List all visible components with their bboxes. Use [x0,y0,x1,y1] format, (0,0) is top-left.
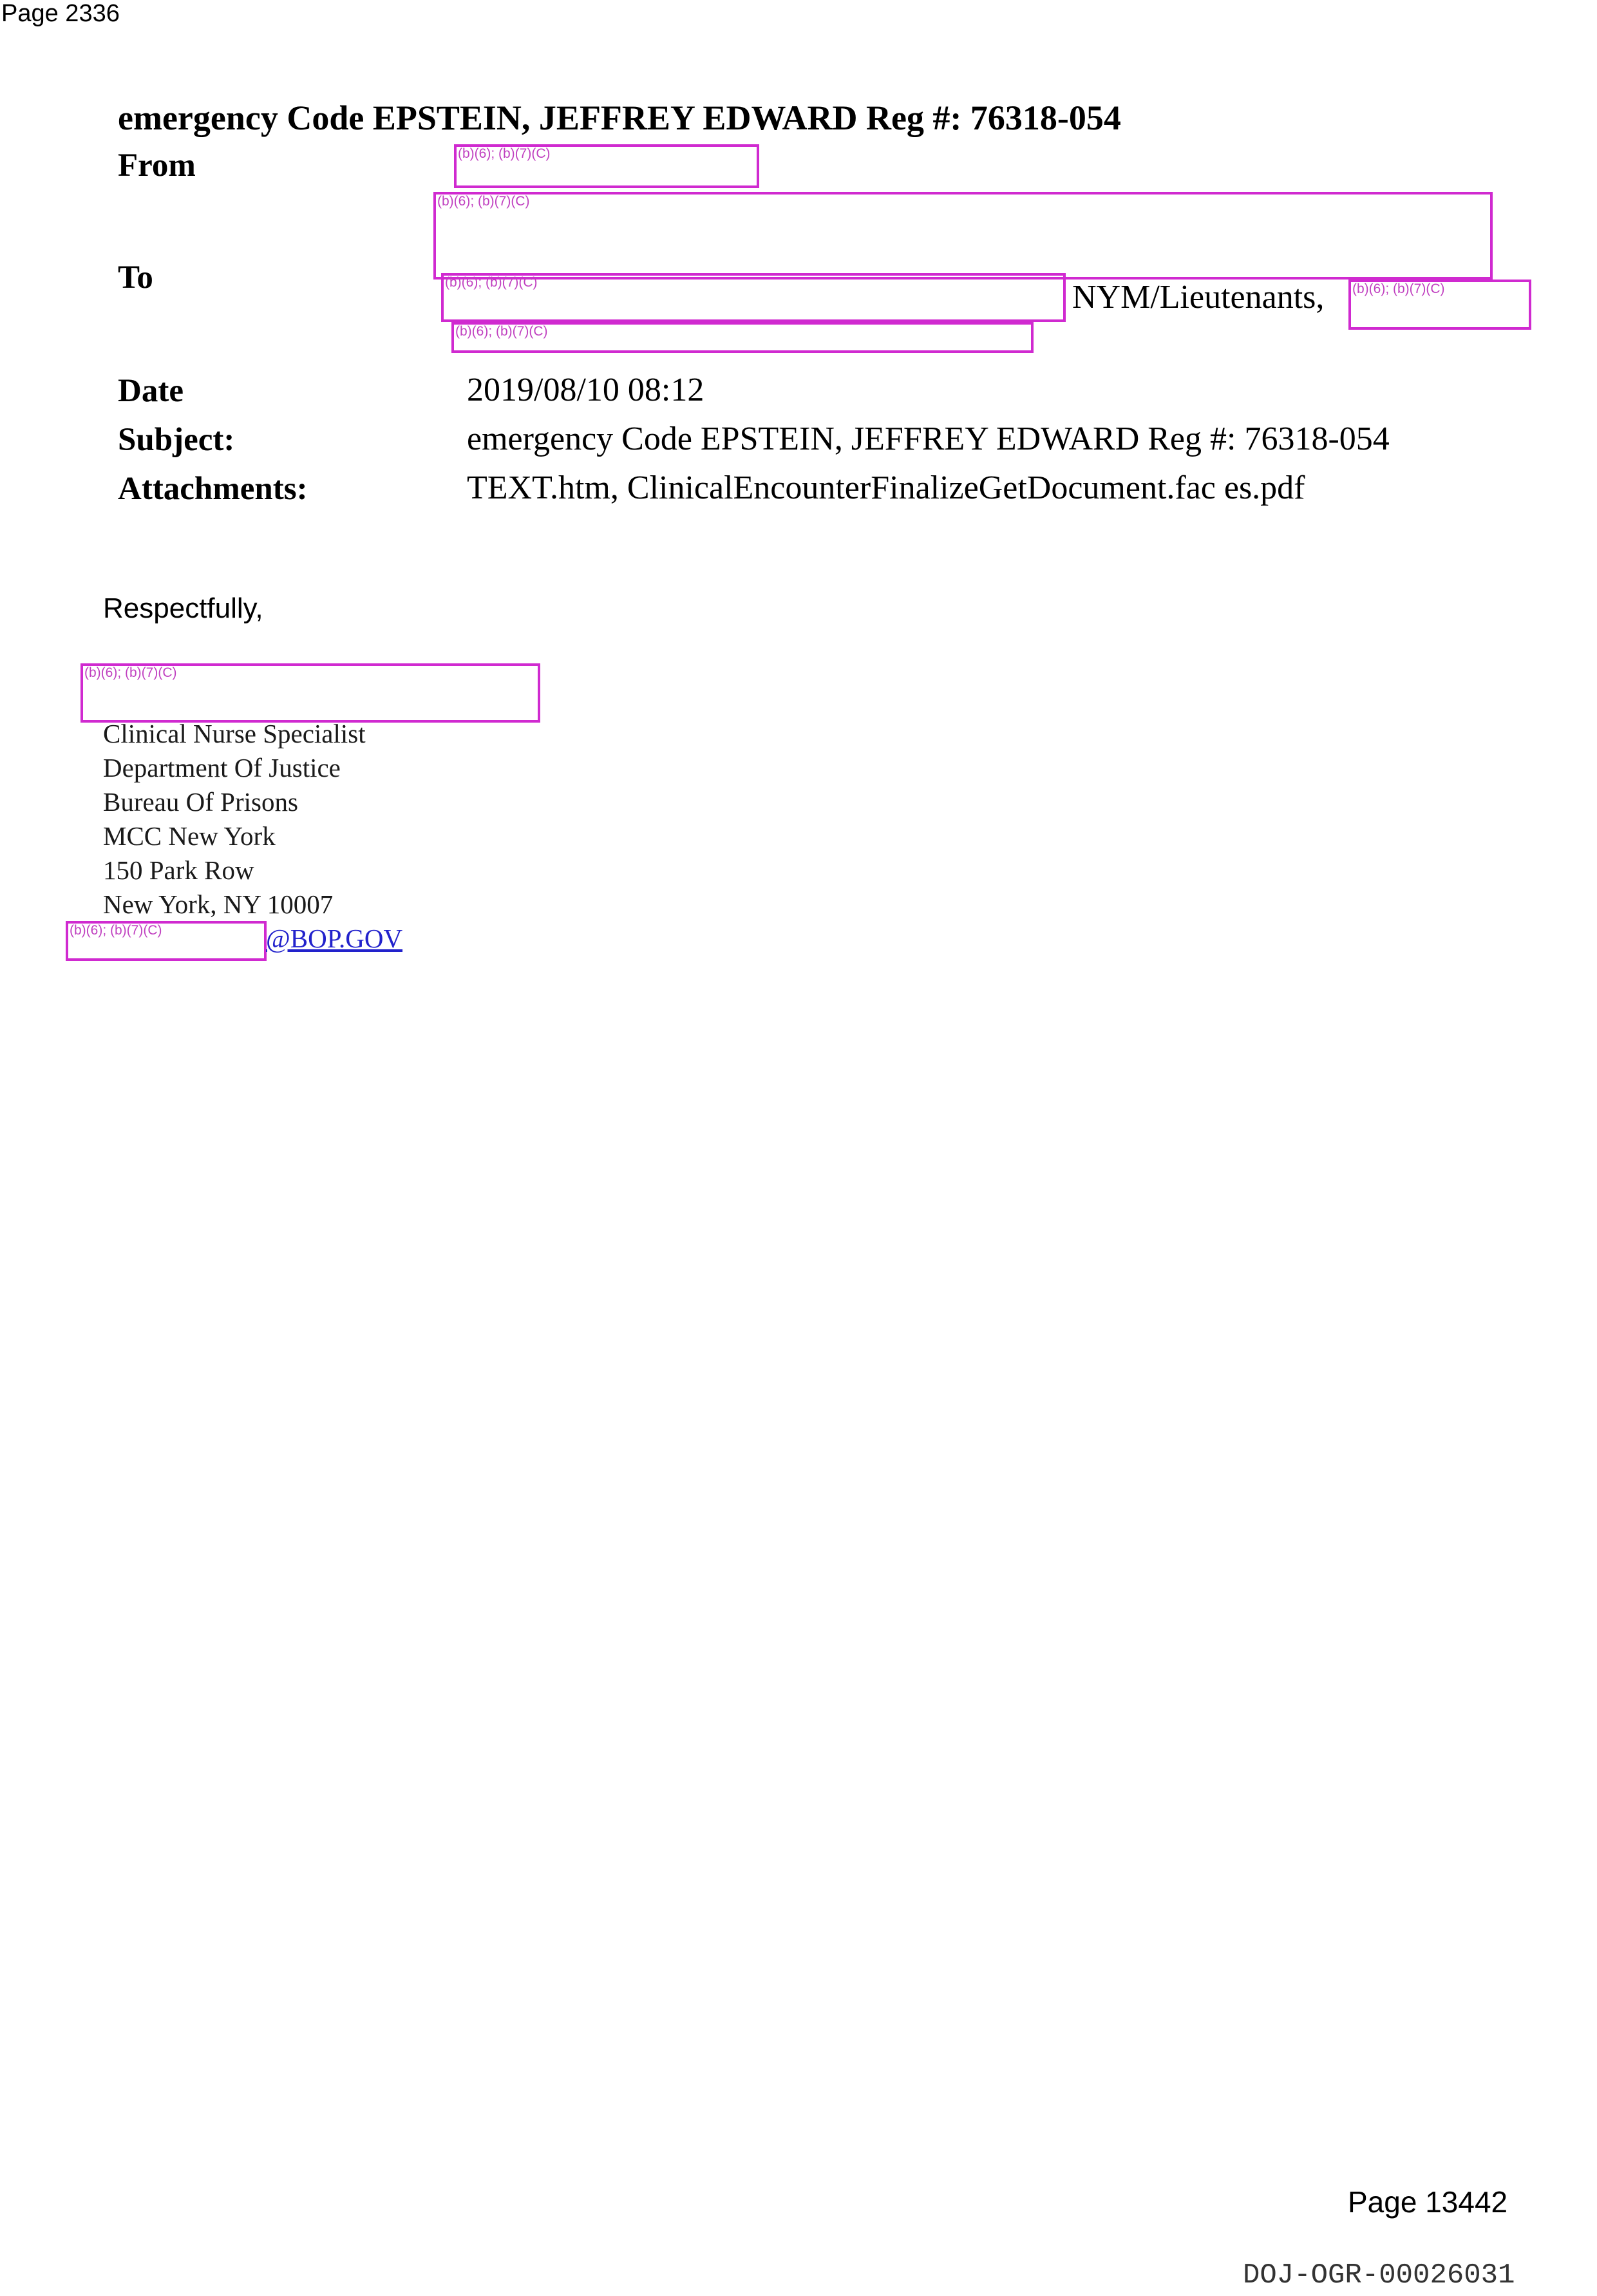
from-label: From [118,147,196,184]
page-number-footer: Page 13442 [1348,2185,1508,2219]
signature-line-street: 150 Park Row [103,855,254,885]
attachments-value: TEXT.htm, ClinicalEncounterFinalizeGetDocument.fac es.pdf [467,470,1305,506]
signature-line-city: New York, NY 10007 [103,889,334,919]
redaction-code: (b)(6); (b)(7)(C) [458,146,551,161]
page-marker-top: Page 2336 [1,0,120,27]
redaction-to-block [433,192,1493,280]
redaction-code: (b)(6); (b)(7)(C) [445,275,538,290]
redaction-code: (b)(6); (b)(7)(C) [84,665,177,680]
signature-line-bureau: Bureau Of Prisons [103,787,298,817]
email-title: emergency Code EPSTEIN, JEFFREY EDWARD Reg #: 76318-054 [118,99,1121,137]
to-recipient-text: NYM/Lieutenants, [1072,279,1325,316]
signature-line-title: Clinical Nurse Specialist [103,719,366,748]
signature-line-department: Department Of Justice [103,753,341,783]
redaction-signature-name [80,663,540,723]
subject-value: emergency Code EPSTEIN, JEFFREY EDWARD Reg #: 76318-054 [467,421,1390,457]
date-label: Date [118,373,184,409]
redaction-code: (b)(6); (b)(7)(C) [455,324,548,339]
redaction-code: (b)(6); (b)(7)(C) [70,923,162,938]
redaction-email-user [66,921,267,961]
signature-line-facility: MCC New York [103,821,276,851]
attachments-label: Attachments: [118,471,308,507]
redaction-to-line1 [441,273,1066,322]
redaction-code: (b)(6); (b)(7)(C) [437,194,530,209]
redaction-code: (b)(6); (b)(7)(C) [1352,281,1445,296]
redaction-to-after-lieutenants [1348,280,1531,330]
email-link[interactable]: @BOP.GOV [266,924,403,953]
subject-label: Subject: [118,422,235,458]
to-label: To [118,260,153,296]
bates-number: DOJ-OGR-00026031 [1243,2259,1515,2291]
redaction-from [454,144,759,188]
closing-text: Respectfully, [103,593,263,624]
date-value: 2019/08/10 08:12 [467,372,704,408]
redaction-to-line2 [451,322,1034,353]
